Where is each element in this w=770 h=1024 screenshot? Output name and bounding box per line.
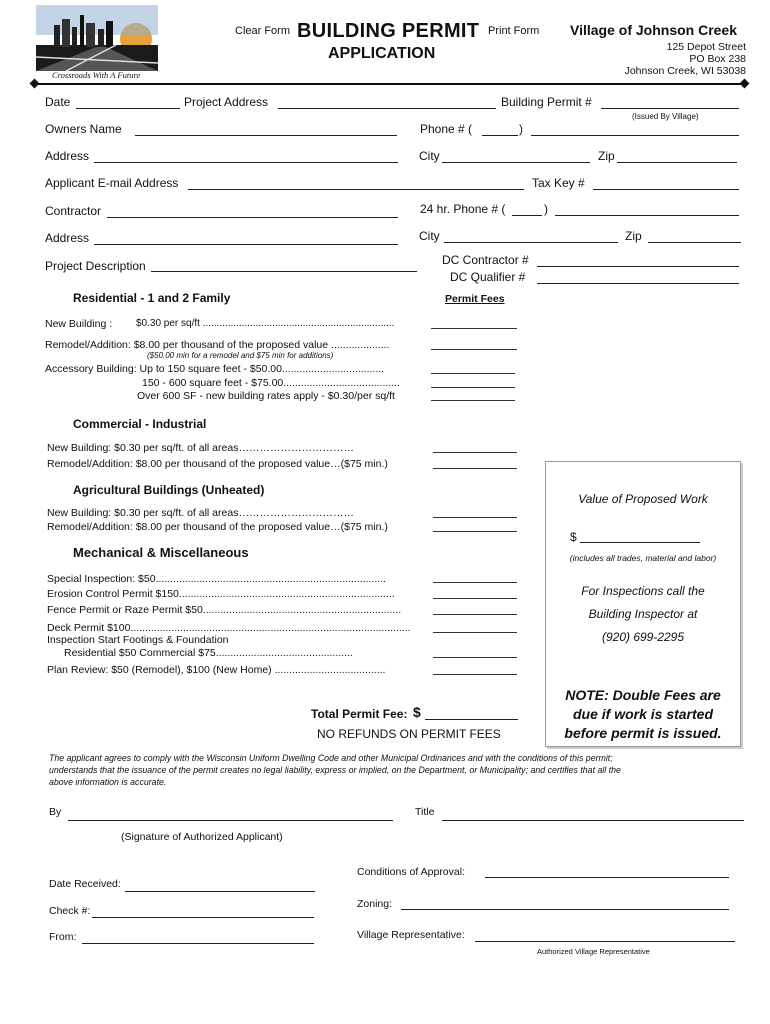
village-address-1: 125 Depot Street [666, 41, 746, 53]
by-label: By [49, 806, 62, 818]
owner-city-input[interactable] [442, 162, 590, 163]
owner-city-label: City [419, 149, 440, 163]
title-input[interactable] [442, 820, 744, 821]
contractor-zip-input[interactable] [648, 242, 741, 243]
project-description-label: Project Description [45, 259, 146, 273]
residential-heading: Residential - 1 and 2 Family [73, 291, 231, 305]
res-remodel-text: Remodel/Addition: $8.00 per thousand of the proposed value .................... [45, 339, 390, 351]
owner-address-input[interactable] [94, 162, 398, 163]
res-new-building-label: New Building : [45, 318, 113, 330]
contractor-phone-label: 24 hr. Phone # ( [420, 202, 506, 216]
com-remodel-fee[interactable] [433, 468, 517, 469]
agreement-line-3: above information is accurate. [49, 777, 167, 787]
mech-residential-commercial: Residential $50 Commercial $75............................................... [64, 647, 353, 659]
check-number-input[interactable] [92, 917, 314, 918]
value-includes-note: (includes all trades, material and labor) [569, 553, 717, 563]
project-description-input[interactable] [151, 271, 417, 272]
owners-name-input[interactable] [135, 135, 397, 136]
project-address-label: Project Address [184, 95, 269, 109]
contractor-phone-close: ) [544, 202, 548, 216]
date-received-input[interactable] [125, 891, 315, 892]
owner-phone-input[interactable] [531, 135, 739, 136]
ag-new-building-fee[interactable] [433, 517, 517, 518]
owner-phone-area-input[interactable] [482, 135, 518, 136]
inspector-phone: (920) 699-2295 [601, 630, 685, 644]
applicant-email-label: Applicant E-mail Address [45, 176, 179, 190]
owner-phone-label: Phone # ( [420, 122, 473, 136]
date-label: Date [45, 95, 71, 109]
mech-fence-raze: Fence Permit or Raze Permit $50.................................................................... [47, 604, 402, 616]
double-fee-note-1: NOTE: Double Fees are [565, 687, 721, 703]
total-permit-fee-input[interactable] [425, 719, 518, 720]
from-label: From: [49, 931, 77, 943]
no-refunds-notice: NO REFUNDS ON PERMIT FEES [317, 727, 501, 741]
check-number-label: Check #: [49, 905, 91, 917]
contractor-city-label: City [419, 229, 440, 243]
res-new-building-rate: $0.30 per sq/ft ..................................................................... [136, 318, 395, 329]
res-accessory-3-fee[interactable] [431, 400, 515, 401]
page-subtitle: APPLICATION [328, 45, 436, 62]
tax-key-input[interactable] [593, 189, 739, 190]
zoning-input[interactable] [401, 909, 729, 910]
contractor-zip-label: Zip [625, 229, 642, 243]
tax-key-label: Tax Key # [532, 176, 585, 190]
permit-fees-heading: Permit Fees [445, 293, 505, 305]
agreement-line-1: The applicant agrees to comply with the Wisconsin Uniform Dwelling Code and other Municipal Ordinances and with the conditions of this permit; [49, 753, 613, 763]
mech-erosion-control-fee[interactable] [433, 598, 517, 599]
res-accessory-1: Accessory Building: Up to 150 square feet - $50.00................................... [45, 363, 385, 375]
contractor-label: Contractor [45, 204, 102, 218]
res-new-building-fee[interactable] [431, 328, 517, 329]
res-remodel-fee[interactable] [431, 349, 517, 350]
village-representative-label: Village Representative: [357, 929, 465, 941]
applicant-email-input[interactable] [188, 189, 524, 190]
com-remodel: Remodel/Addition: $8.00 per thousand of the proposed value…($75 min.) [47, 458, 388, 470]
print-form-button[interactable]: Print Form [488, 25, 540, 37]
signature-input[interactable] [68, 820, 393, 821]
mech-deck-permit: Deck Permit $100................................................................................................ [47, 622, 411, 634]
conditions-of-approval-label: Conditions of Approval: [357, 866, 465, 878]
contractor-input[interactable] [107, 217, 398, 218]
authorized-representative-note: Authorized Village Representative [537, 947, 650, 956]
project-address-input[interactable] [278, 108, 496, 109]
owner-address-label: Address [45, 149, 90, 163]
mech-inspection-start: Inspection Start Footings & Foundation [47, 634, 229, 646]
value-of-proposed-work-label: Value of Proposed Work [578, 492, 708, 506]
ag-remodel: Remodel/Addition: $8.00 per thousand of the proposed value…($75 min.) [47, 521, 388, 533]
commercial-heading: Commercial - Industrial [73, 417, 207, 431]
inspections-line-1: For Inspections call the [581, 584, 705, 598]
from-input[interactable] [82, 943, 314, 944]
mech-fence-raze-fee[interactable] [433, 614, 517, 615]
res-remodel-note: ($50.00 min for a remodel and $75 min for additions) [147, 351, 334, 360]
building-permit-label: Building Permit # [501, 95, 592, 109]
signature-note: (Signature of Authorized Applicant) [121, 831, 283, 843]
ag-new-building: New Building: $0.30 per sq/ft. of all areas…………………………… [47, 507, 354, 519]
owner-zip-label: Zip [598, 149, 615, 163]
conditions-of-approval-input[interactable] [485, 877, 729, 878]
com-new-building-fee[interactable] [433, 452, 517, 453]
dc-qualifier-input[interactable] [537, 283, 739, 284]
total-dollar-sign: $ [413, 704, 421, 720]
mech-plan-review-fee[interactable] [433, 674, 517, 675]
owner-phone-close: ) [519, 122, 523, 136]
agricultural-heading: Agricultural Buildings (Unheated) [73, 483, 265, 497]
contractor-city-input[interactable] [444, 242, 618, 243]
res-accessory-2-fee[interactable] [431, 387, 515, 388]
res-accessory-3: Over 600 SF - new building rates apply - $0.30/per sq/ft [137, 390, 395, 402]
mech-special-inspection: Special Inspection: $50............................................................................... [47, 573, 387, 585]
owner-zip-input[interactable] [617, 162, 737, 163]
issued-by-village-note: (Issued By Village) [632, 112, 699, 121]
double-fee-note-3: before permit is issued. [564, 725, 722, 741]
double-fee-note-2: due if work is started [572, 706, 714, 722]
total-permit-fee-label: Total Permit Fee: [311, 707, 408, 721]
value-inspections-box [545, 461, 741, 747]
contractor-phone-area-input[interactable] [512, 215, 542, 216]
mech-deck-permit-fee[interactable] [433, 632, 517, 633]
header-divider [35, 83, 745, 85]
village-address-3: Johnson Creek, WI 53038 [624, 65, 746, 77]
zoning-label: Zoning: [357, 898, 393, 910]
dc-contractor-input[interactable] [537, 266, 739, 267]
dc-contractor-label: DC Contractor # [442, 253, 529, 267]
mech-erosion-control: Erosion Control Permit $150.......................................................................... [47, 588, 395, 600]
res-accessory-1-fee[interactable] [431, 373, 515, 374]
village-logo [36, 5, 158, 80]
contractor-address-label: Address [45, 231, 90, 245]
divider-right-diamond [740, 79, 750, 89]
date-input[interactable] [76, 108, 180, 109]
value-of-proposed-work-input[interactable] [580, 542, 700, 543]
res-accessory-2: 150 - 600 square feet - $75.00........................................ [142, 377, 400, 389]
title-label: Title [415, 806, 435, 818]
village-representative-input[interactable] [475, 941, 735, 942]
dc-qualifier-label: DC Qualifier # [450, 270, 526, 284]
inspections-line-2: Building Inspector at [588, 607, 698, 621]
village-name: Village of Johnson Creek [570, 22, 738, 38]
mech-residential-commercial-fee[interactable] [433, 657, 517, 658]
contractor-address-input[interactable] [94, 244, 398, 245]
com-new-building: New Building: $0.30 per sq/ft. of all areas…………………………… [47, 442, 354, 454]
logo-tagline: Crossroads With A Future [52, 70, 141, 80]
agreement-line-2: understands that the issuance of the permit creates no legal liability, express or implied, on the Department, or Municipality; and certifies that all the [49, 765, 621, 775]
owners-name-label: Owners Name [45, 122, 122, 136]
mech-special-inspection-fee[interactable] [433, 582, 517, 583]
village-address-2: PO Box 238 [689, 53, 746, 65]
ag-remodel-fee[interactable] [433, 531, 517, 532]
building-permit-input[interactable] [601, 108, 739, 109]
clear-form-button[interactable]: Clear Form [235, 25, 291, 37]
date-received-label: Date Received: [49, 878, 121, 890]
mech-plan-review: Plan Review: $50 (Remodel), $100 (New Home) ...................................... [47, 664, 386, 676]
contractor-phone-input[interactable] [555, 215, 739, 216]
mechanical-heading: Mechanical & Miscellaneous [73, 545, 249, 560]
page-title: BUILDING PERMIT [297, 20, 480, 42]
value-dollar-sign: $ [570, 530, 577, 544]
